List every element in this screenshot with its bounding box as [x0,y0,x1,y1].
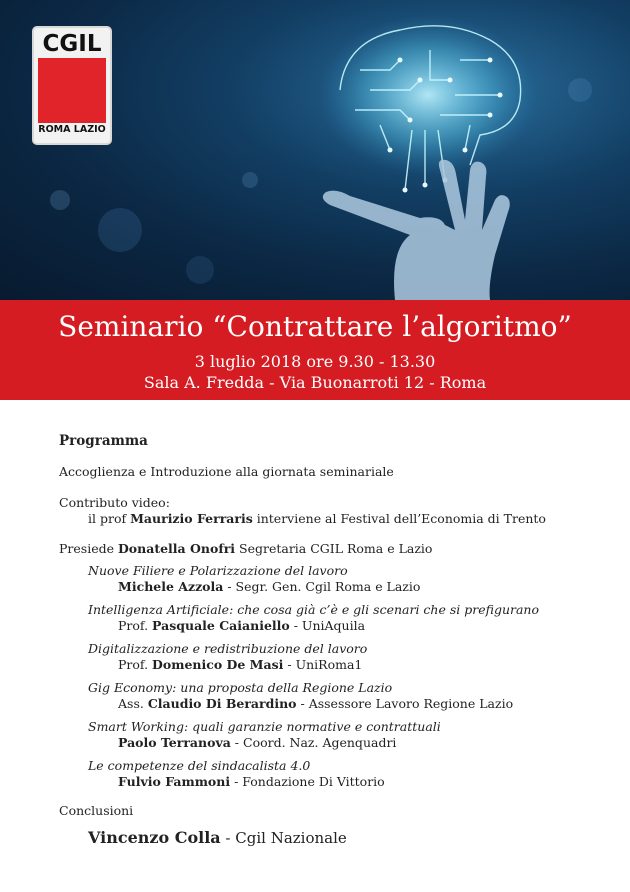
talk-speaker [118,579,420,594]
talk-title: Intelligenza Artificiale: che cosa già c’è e gli scenari che si prefigurano [88,602,539,617]
talk-speaker [118,774,385,789]
speaker-role: - UniAquila [289,618,366,633]
speaker-name: Domenico De Masi [152,657,284,672]
talk-speaker [118,618,365,633]
seminar-place: Sala A. Fredda - Via Buonarroti 12 - Roma [143,373,487,392]
seminar-title: Seminario “Contrattare l’algoritmo” [58,310,572,343]
chair-prefix: Presiede [59,541,118,556]
program-intro: Accoglienza e Introduzione alla giornata seminariale [59,464,394,479]
video-suffix: interviene al Festival dell’Economia di Trento [252,511,546,526]
title-banner [0,300,630,400]
talk-speaker [118,657,362,672]
speaker-name: Pasquale Caianiello [152,618,290,633]
logo-red-square [38,58,106,123]
talk-title: Gig Economy: una proposta della Regione Lazio [88,680,393,695]
logo-subtitle: ROMA LAZIO [38,124,106,135]
talk-title: Nuove Filiere e Polarizzazione del lavoro [88,563,348,578]
chair-name: Donatella Onofri [117,541,236,556]
speaker-prefix: Prof. [118,657,153,672]
speaker-name: Maurizio Ferraris [130,511,253,526]
video-line [88,511,546,526]
talk-speaker [118,735,396,750]
video-label: Contributo video: [59,495,170,510]
speaker-role: - Coord. Naz. Agenquadri [230,735,397,750]
cgil-logo [34,28,110,143]
talk-title: Digitalizzazione e redistribuzione del lavoro [88,641,368,656]
speaker-role: - Assessore Lavoro Regione Lazio [296,696,514,711]
conclusions-label: Conclusioni [59,803,134,818]
speaker-name: Vincenzo Colla [88,828,221,847]
speaker-role: - Segr. Gen. Cgil Roma e Lazio [223,579,421,594]
talk-title: Smart Working: quali garanzie normative e contrattuali [88,719,441,734]
speaker-name: Claudio Di Berardino [147,696,297,711]
video-prefix: il prof [88,511,131,526]
speaker-prefix: Prof. [118,618,153,633]
hero-image [0,0,630,300]
seminar-date: 3 luglio 2018 ore 9.30 - 13.30 [194,352,436,371]
speaker-role: - Fondazione Di Vittorio [230,774,385,789]
talk-speaker [118,696,513,711]
program-heading: Programma [59,433,148,449]
speaker-name: Paolo Terranova [118,735,231,750]
chair-suffix: Segretaria CGIL Roma e Lazio [235,541,433,556]
chair-line [59,541,432,556]
talk-title: Le competenze del sindacalista 4.0 [88,758,311,773]
logo-title: CGIL [42,31,102,57]
speaker-role: - Cgil Nazionale [220,829,347,847]
speaker-name: Fulvio Fammoni [118,774,231,789]
conclusions-speaker [88,828,347,847]
speaker-name: Michele Azzola [118,579,224,594]
speaker-prefix: Ass. [118,696,148,711]
speaker-role: - UniRoma1 [283,657,363,672]
